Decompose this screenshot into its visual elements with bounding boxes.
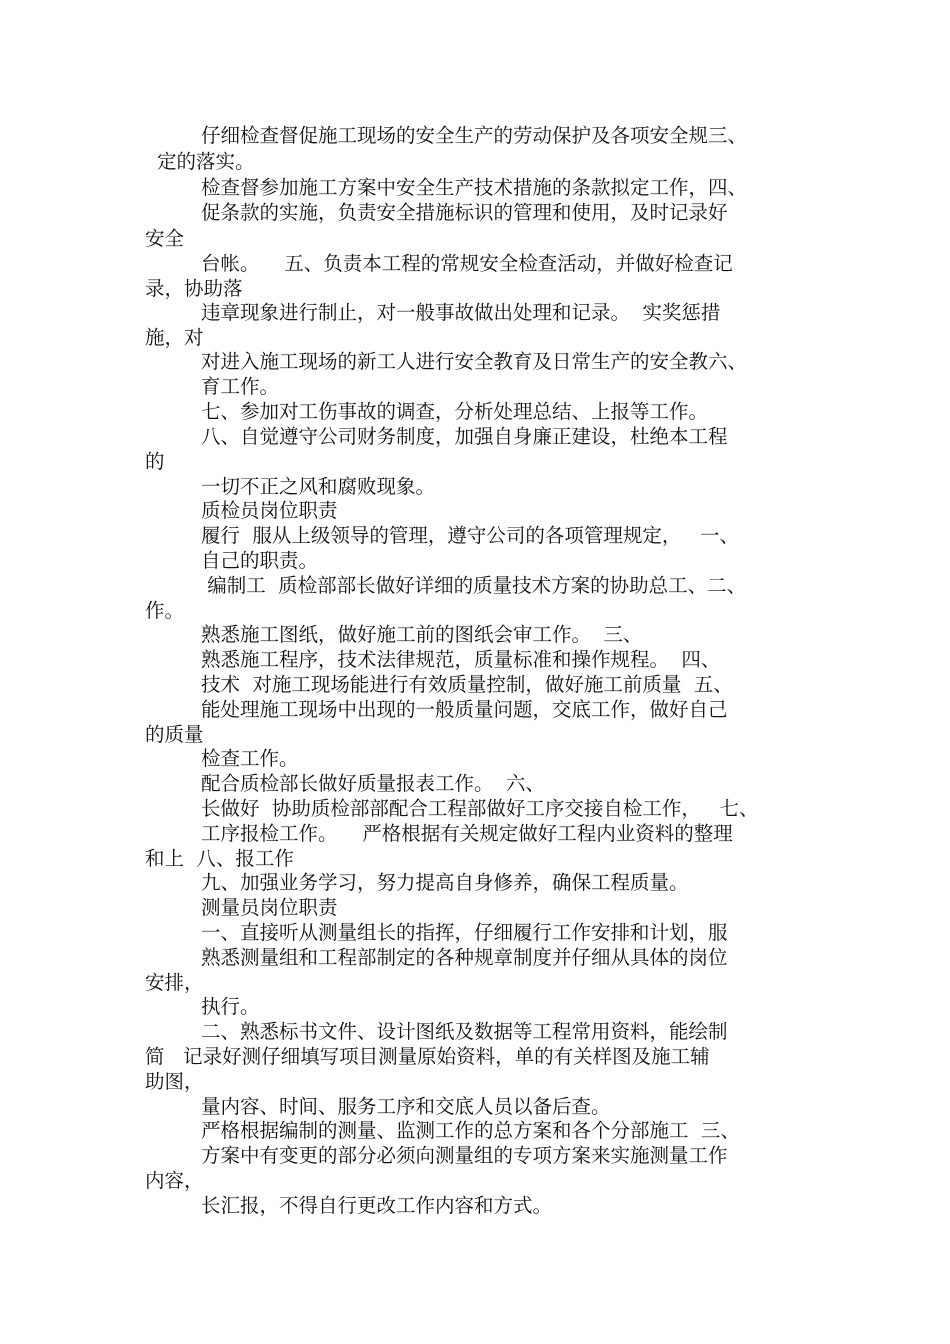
text-line: 违章现象进行制止，对一般事故做出处理和记录。 实奖惩措 bbox=[201, 301, 721, 324]
text-line: 量内容、时间、服务工序和交底人员以备后查。 bbox=[201, 1095, 611, 1118]
text-line: 简 记录好测仔细填写项目测量原始资料，单的有关样图及施工辅 bbox=[145, 1045, 710, 1068]
text-line: 一切不正之风和腐败现象。 bbox=[201, 475, 436, 498]
text-line: 促条款的实施，负责安全措施标识的管理和使用，及时记录好 bbox=[201, 201, 728, 224]
text-line: 执行。 bbox=[201, 995, 260, 1018]
text-line: 作。 bbox=[145, 599, 185, 622]
text-line: 录，协助落 bbox=[145, 277, 243, 300]
text-line: 履行 服从上级领导的管理，遵守公司的各项管理规定， 一、 bbox=[201, 524, 739, 547]
text-line: 方案中有变更的部分必须向测量组的专项方案来实施测量工作 bbox=[201, 1144, 728, 1167]
text-line: 一、直接听从测量组长的指挥，仔细履行工作安排和计划，服 bbox=[201, 921, 728, 944]
text-line: 检查工作。 bbox=[201, 747, 299, 770]
text-line: 八、自觉遵守公司财务制度，加强自身廉正建设，杜绝本工程 bbox=[201, 425, 728, 448]
text-line: 严格根据编制的测量、监测工作的总方案和各个分部施工 三、 bbox=[201, 1119, 740, 1142]
text-line: 熟悉测量组和工程部制定的各种规章制度并仔细从具体的岗位 bbox=[201, 946, 728, 969]
text-line: 熟悉施工图纸，做好施工前的图纸会审工作。 三、 bbox=[201, 623, 643, 646]
text-line: 的 bbox=[145, 450, 165, 473]
text-line: 能处理施工现场中出现的一般质量问题，交底工作，做好自己 bbox=[201, 698, 728, 721]
text-line: 配合质检部长做好质量报表工作。 六、 bbox=[201, 772, 545, 795]
text-line: 安排， bbox=[145, 971, 204, 994]
text-line: 检查督参加施工方案中安全生产技术措施的条款拟定工作，四、 bbox=[201, 176, 748, 199]
section-heading: 质检员岗位职责 bbox=[201, 499, 338, 522]
text-line: 对进入施工现场的新工人进行安全教育及日常生产的安全教六、 bbox=[201, 350, 748, 373]
text-line: 长做好 协助质检部部配合工程部做好工序交接自检工作， 七、 bbox=[201, 797, 759, 820]
text-line: 的质量 bbox=[145, 723, 204, 746]
text-line: 工序报检工作。 严格根据有关规定做好工程内业资料的整理 bbox=[201, 822, 733, 845]
text-line: 助图， bbox=[145, 1070, 204, 1093]
text-line: 技术 对施工现场能进行有效质量控制，做好施工前质量 五、 bbox=[201, 673, 733, 696]
text-line: 长汇报，不得自行更改工作内容和方式。 bbox=[201, 1194, 553, 1217]
text-line: 内容， bbox=[145, 1169, 204, 1192]
text-line: 安全 bbox=[145, 227, 185, 250]
text-line: 熟悉施工程序，技术法律规范，质量标准和操作规程。 四、 bbox=[201, 648, 721, 671]
text-line: 自己的职责。 bbox=[201, 549, 319, 572]
text-line: 台帐。 五、负责本工程的常规安全检查活动，并做好检查记 bbox=[201, 252, 733, 275]
text-line: 七、参加对工伤事故的调查，分析处理总结、上报等工作。 bbox=[201, 400, 709, 423]
text-line: 和上 八、报工作 bbox=[145, 847, 294, 870]
text-line: 定的落实。 bbox=[157, 150, 255, 173]
text-line: 编制工 质检部部长做好详细的质量技术方案的协助总工、二、 bbox=[201, 574, 747, 597]
text-line: 九、加强业务学习，努力提高自身修养，确保工程质量。 bbox=[201, 871, 689, 894]
text-line: 育工作。 bbox=[201, 375, 280, 398]
text-line: 仔细检查督促施工现场的安全生产的劳动保护及各项安全规三、 bbox=[201, 124, 748, 147]
text-line: 施，对 bbox=[145, 326, 204, 349]
text-line: 二、熟悉标书文件、设计图纸及数据等工程常用资料，能绘制 bbox=[201, 1020, 728, 1043]
section-heading: 测量员岗位职责 bbox=[201, 896, 338, 919]
